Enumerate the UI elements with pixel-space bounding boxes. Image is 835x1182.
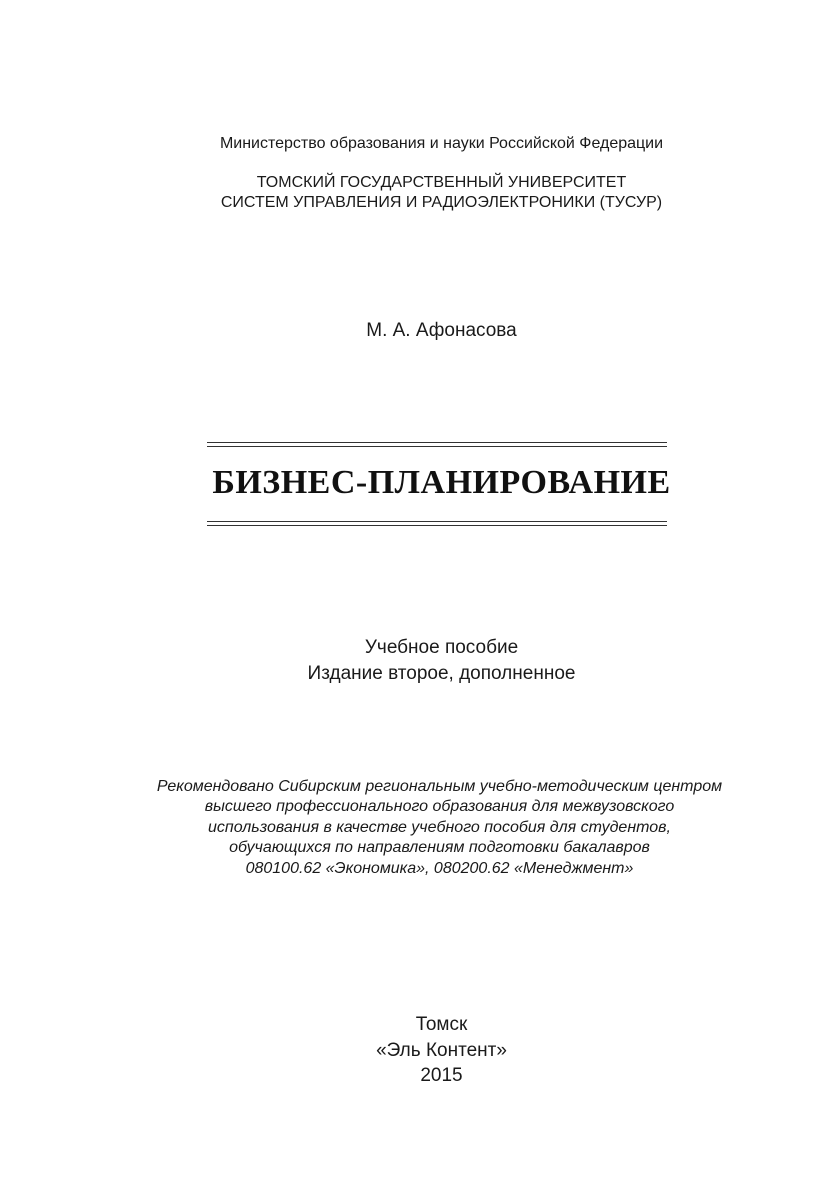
imprint-year: 2015 — [420, 1065, 463, 1086]
book-title: БИЗНЕС-ПЛАНИРОВАНИЕ — [212, 464, 671, 501]
recommendation-line: Рекомендовано Сибирским региональным учебно-методическим центром — [156, 778, 723, 795]
recommendation-line: 080100.62 «Экономика», 080200.62 «Менеджмент» — [245, 860, 634, 877]
book-type: Учебное пособие — [364, 637, 519, 658]
recommendation-line: использования в качестве учебного пособия для студентов, — [208, 819, 671, 836]
ministry-name: Министерство образования и науки Российской Федерации — [219, 135, 664, 152]
title-top-double-rule — [207, 442, 667, 447]
edition-info: Издание второе, дополненное — [307, 663, 576, 684]
recommendation-line: высшего профессионального образования для межвузовского — [204, 798, 675, 815]
recommendation-line: обучающихся по направлениям подготовки бакалавров — [229, 839, 650, 856]
university-name-line-2: СИСТЕМ УПРАВЛЕНИЯ И РАДИОЭЛЕКТРОНИКИ (ТУСУР) — [220, 194, 663, 211]
imprint-city: Томск — [415, 1014, 468, 1035]
imprint-publisher: «Эль Контент» — [376, 1040, 507, 1061]
university-name-line-1: ТОМСКИЙ ГОСУДАРСТВЕННЫЙ УНИВЕРСИТЕТ — [256, 174, 627, 191]
title-bottom-double-rule — [207, 521, 667, 526]
author-name: М. А. Афонасова — [366, 320, 517, 341]
